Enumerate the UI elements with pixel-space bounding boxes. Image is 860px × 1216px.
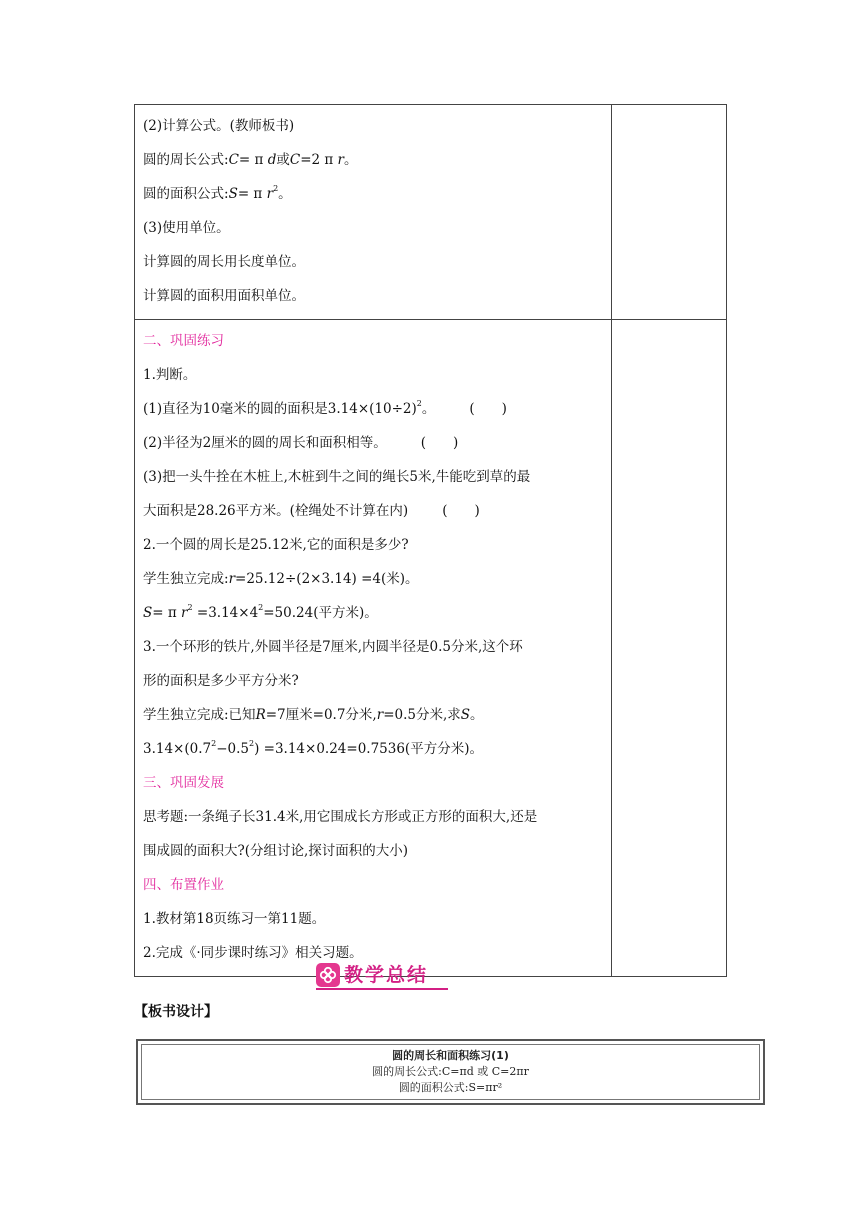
question-3-solution-1: 学生独立完成:已知R=7厘米=0.7分米,r=0.5分米,求S。 [143,707,484,723]
lesson-table [134,104,727,977]
question-3-solution-2: $3.14\times(0.7^2-0.5^2) =3.14\times 0.24=0.7536$(平方分米)。 [143,739,483,757]
question-3-line-2: 形的面积是多少平方分米? [143,673,299,689]
question-1: 1.判断。 [143,367,197,383]
question-2-solution-2: S= π $r^2 =3.14\times 4^2=50.24$(平方米)。 [143,603,378,621]
homework-1: 1.教材第18页练习一第11题。 [143,911,326,927]
board-design-box [136,1039,765,1105]
table-row [135,320,727,977]
question-1-2: (2)半径为2厘米的圆的周长和面积相等。 ( ) [143,435,459,451]
area-formula: 圆的面积公式:S= π $r^2$。 [143,184,292,202]
question-2-solution-1: 学生独立完成:r=25.12÷(2×3.14) =4(米)。 [143,571,419,587]
question-3-line-1: 3.一个环形的铁片,外圆半径是7厘米,内圆半径是0.5分米,这个环 [143,639,523,655]
circumference-formula: 圆的周长公式:C= π d或C=2 π r。 [143,152,358,168]
flower-icon [316,963,340,987]
question-1-3-line-2: 大面积是28.26平方米。(栓绳处不计算在内) ( ) [143,503,480,519]
board-area-formula: 圆的面积公式:S=πr² [398,1081,503,1094]
units-heading: (3)使用单位。 [143,220,230,236]
board-design-heading: 【板书设计】 [134,1004,218,1020]
think-question-line-1: 思考题:一条绳子长31.4米,用它围成长方形或正方形的面积大,还是 [143,809,538,825]
area-label: 圆的面积公式: [143,186,229,202]
answer-blank: ( ) [420,435,459,451]
board-title: 圆的周长和面积练习(1) [392,1049,509,1062]
formula-heading: (2)计算公式。(教师板书) [143,118,295,134]
question-1-1: (1)直径为10毫米的圆的面积是$3.14\times(10\div 2)^2$。 ( ) [143,399,507,417]
section-heading-development: 三、巩固发展 [143,775,224,791]
board-circumference-formula: 圆的周长公式:C=πd 或 C=2πr [372,1065,529,1078]
question-1-3-line-1: (3)把一头牛拴在木桩上,木桩到牛之间的绳长5米,牛能吃到草的最 [143,469,531,485]
question-2: 2.一个圆的周长是25.12米,它的面积是多少? [143,537,409,553]
circumference-label: 圆的周长公式: [143,152,229,168]
content-cell-formulas [135,105,612,320]
units-circumference: 计算圆的周长用长度单位。 [143,254,305,270]
note-cell [611,105,726,320]
table-row [135,105,727,320]
units-area: 计算圆的面积用面积单位。 [143,288,305,304]
summary-underline [316,988,448,990]
summary-banner-title: 教学总结 [344,964,429,986]
homework-2: 2.完成《·同步课时练习》相关习题。 [143,945,363,961]
section-heading-homework: 四、布置作业 [143,877,224,893]
answer-blank: ( ) [442,503,480,519]
summary-banner [312,962,448,990]
board-design-content [141,1044,760,1100]
section-heading-practice: 二、巩固练习 [143,333,224,349]
note-cell [611,320,726,977]
answer-blank: ( ) [469,401,507,417]
think-question-line-2: 围成圆的面积大?(分组讨论,探讨面积的大小) [143,843,409,859]
content-cell-exercises [135,320,612,977]
